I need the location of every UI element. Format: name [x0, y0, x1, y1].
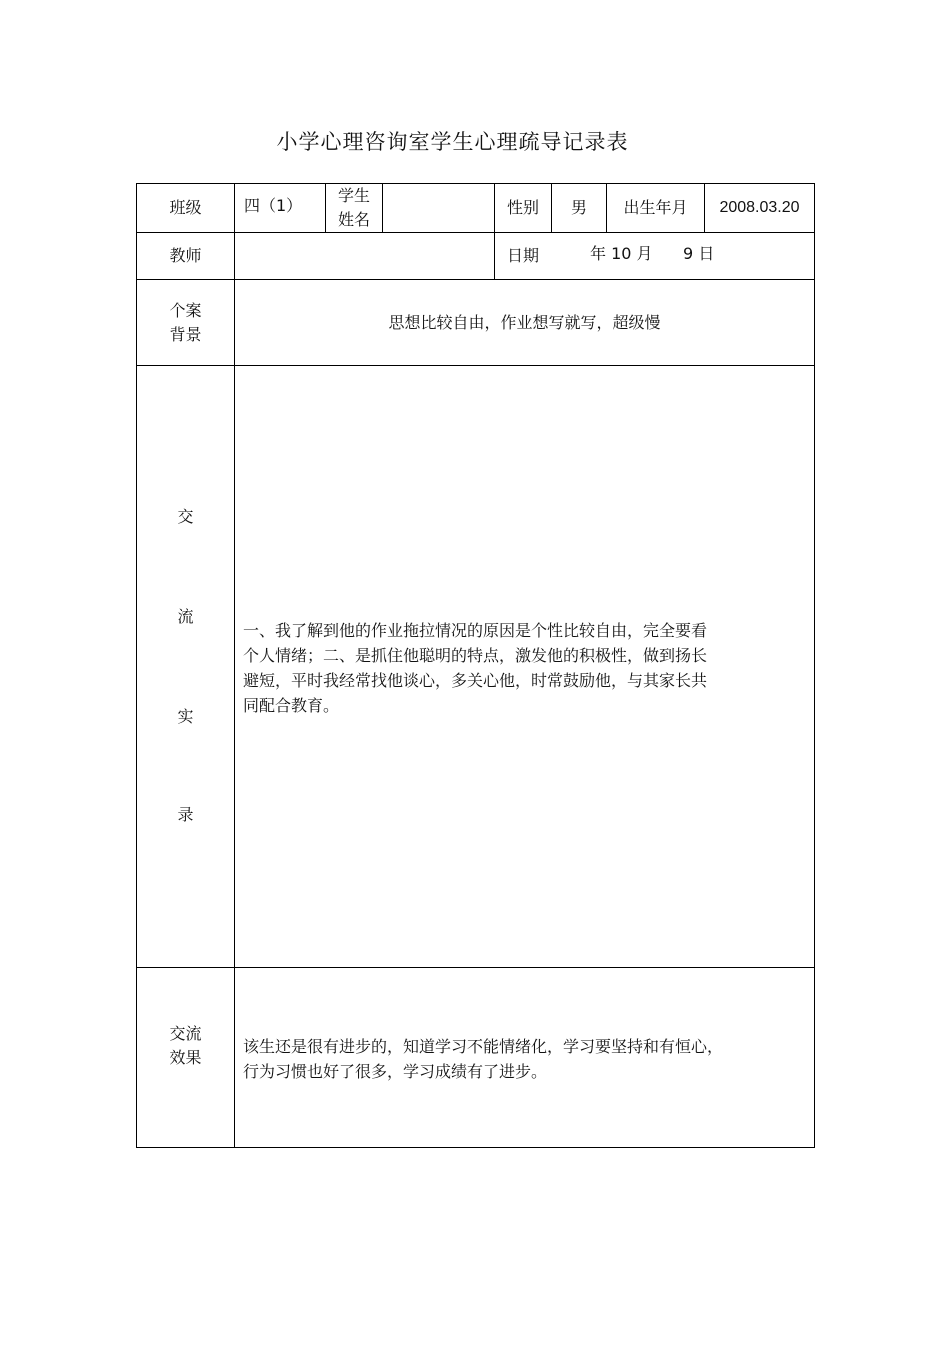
- record-line-2: 个人情绪；二、是抓住他聪明的特点，激发他的积极性，做到扬长: [243, 646, 708, 665]
- gender-value: 男: [570, 198, 587, 217]
- student-name-label-line1: 学生: [337, 186, 370, 205]
- table-border-bottom: [136, 1147, 815, 1148]
- student-name-label-line2: 姓名: [337, 210, 370, 229]
- class-value: 四（1）: [244, 196, 303, 215]
- page-title: 小学心理咨询室学生心理疏导记录表: [276, 130, 629, 154]
- record-line-3: 避短，平时我经常找他谈心，多关心他，时常鼓励他，与其家长共: [243, 671, 708, 690]
- table-border-right: [814, 183, 815, 1148]
- record-label-char-4: 录: [177, 805, 194, 824]
- effect-label-line2: 效果: [169, 1048, 202, 1067]
- effect-line-1: 该生还是很有进步的，知道学习不能情绪化，学习要坚持和有恒心，: [243, 1037, 724, 1056]
- student-name-label: [326, 184, 382, 232]
- birth-value: 2008.03.20: [719, 199, 800, 216]
- communication-record-text: [243, 618, 808, 718]
- date-label: 日期: [506, 246, 539, 265]
- record-label-char-1: 交: [177, 507, 194, 526]
- teacher-value: [235, 233, 494, 279]
- record-line-1: 一、我了解到他的作业拖拉情况的原因是个性比较自由，完全要看: [243, 621, 708, 640]
- record-label-char-2: 流: [177, 607, 194, 626]
- date-value: 年 10 月 9 日: [590, 244, 715, 263]
- class-label: 班级: [169, 198, 202, 217]
- student-name-value: [383, 184, 494, 232]
- teacher-label: 教师: [169, 246, 202, 265]
- effect-label-line1: 交流: [169, 1024, 202, 1043]
- case-background-text: 思想比较自由，作业想写就写，超级慢: [388, 312, 661, 332]
- birth-label: 出生年月: [623, 198, 688, 217]
- effect-line-2: 行为习惯也好了很多，学习成绩有了进步。: [243, 1062, 548, 1081]
- row-divider-4: [136, 967, 815, 968]
- record-label-char-3: 实: [177, 707, 194, 726]
- case-background-label-line1: 个案: [169, 300, 202, 320]
- record-line-4: 同配合教育。: [243, 696, 340, 715]
- communication-effect-text: [243, 1034, 808, 1084]
- case-background-label-line2: 背景: [169, 324, 202, 344]
- case-background-label: [137, 280, 234, 365]
- row-divider-3: [136, 365, 815, 366]
- gender-label: 性别: [506, 198, 539, 217]
- effect-label: [137, 1020, 234, 1072]
